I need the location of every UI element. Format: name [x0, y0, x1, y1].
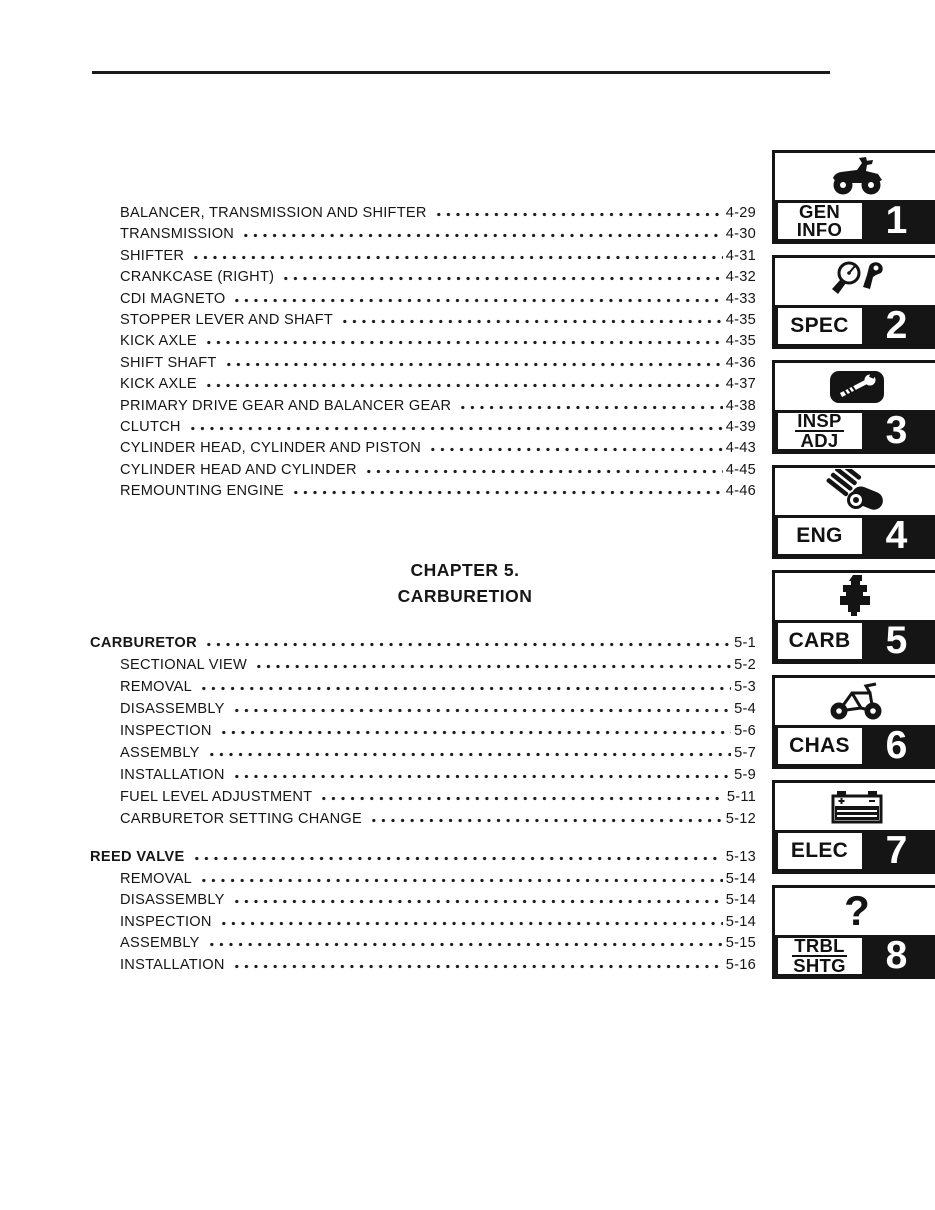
dot-leader — [369, 818, 723, 823]
toc-entry-page: 4-31 — [725, 247, 756, 264]
dot-leader — [207, 752, 732, 757]
toc-chapter4 — [90, 205, 756, 504]
toc-entry-title: KICK AXLE — [120, 333, 197, 350]
dot-leader — [319, 796, 724, 801]
dot-leader — [204, 642, 731, 647]
toc-entry-title: SHIFTER — [120, 247, 185, 264]
toc-entry-page: 5-14 — [725, 870, 756, 887]
toc-entry-page: 5-9 — [734, 767, 756, 783]
tab-strip — [775, 620, 935, 661]
tab-label: CHAS — [778, 728, 862, 764]
toc-entry-title: CARBURETOR SETTING CHANGE — [120, 811, 362, 827]
toc-entry-title: REMOVAL — [120, 870, 193, 887]
toc-entry[interactable] — [90, 376, 756, 397]
chapter-heading — [85, 557, 845, 609]
dot-leader — [232, 899, 723, 904]
toc-entry[interactable] — [90, 789, 756, 811]
toc-entry-page: 4-36 — [725, 354, 756, 371]
toc-entry-title: CYLINDER HEAD AND CYLINDER — [120, 461, 357, 478]
toc-entry[interactable] — [90, 723, 756, 745]
measuring-tools-icon — [775, 258, 935, 305]
toc-entry-title: CRANKCASE (RIGHT) — [120, 269, 275, 286]
toc-entry-page: 5-6 — [734, 723, 756, 739]
toc-entry[interactable] — [90, 679, 756, 701]
toc-entry-title: DISASSEMBLY — [120, 892, 225, 909]
tab-strip — [775, 200, 935, 241]
tab-strip — [775, 725, 935, 766]
tab-label: ELEC — [778, 833, 862, 869]
tab-strip — [775, 515, 935, 556]
toc-entry[interactable] — [90, 635, 756, 657]
toc-entry-title: PRIMARY DRIVE GEAR AND BALANCER GEAR — [120, 397, 452, 414]
toc-entry[interactable] — [90, 333, 756, 354]
toc-entry[interactable] — [90, 419, 756, 440]
toc-entry-page: 4-45 — [725, 461, 756, 478]
toc-entry-page: 5-1 — [734, 635, 756, 651]
dot-leader — [434, 212, 723, 217]
toc-entry-title: CLUTCH — [120, 418, 181, 435]
dot-leader — [188, 426, 723, 431]
toc-reed-valve — [90, 849, 756, 979]
tab-label: INSP ADJ — [778, 413, 862, 449]
dot-leader — [340, 319, 723, 324]
toc-entry-page: 5-2 — [734, 657, 756, 673]
toc-entry-page: 5-14 — [725, 892, 756, 909]
toc-entry-page: 5-14 — [725, 913, 756, 930]
tab-strip — [775, 830, 935, 871]
tab-number: 4 — [885, 513, 908, 557]
toc-entry[interactable] — [90, 269, 756, 290]
dot-leader — [281, 276, 723, 281]
toc-entry-page: 4-33 — [725, 290, 756, 307]
tab-gen-info[interactable] — [772, 150, 935, 244]
toc-entry-title: STOPPER LEVER AND SHAFT — [120, 311, 334, 328]
tab-insp-adj[interactable] — [772, 360, 935, 454]
toc-entry-title: TRANSMISSION — [120, 226, 235, 243]
tab-number: 8 — [885, 933, 908, 977]
toc-entry-page: 4-46 — [725, 483, 756, 500]
toc-entry-page: 5-7 — [734, 745, 756, 761]
tab-strip — [775, 410, 935, 451]
toc-entry-page: 4-32 — [725, 269, 756, 286]
carburetor-icon — [775, 573, 935, 620]
tab-label: TRBL SHTG — [778, 938, 862, 974]
chapter-tabs-sidebar — [772, 150, 935, 990]
toc-entry-page: 4-35 — [725, 333, 756, 350]
tab-label: CARB — [778, 623, 862, 659]
dot-leader — [199, 686, 731, 691]
toc-entry[interactable] — [90, 398, 756, 419]
toc-entry[interactable] — [90, 462, 756, 483]
atv-icon — [775, 153, 935, 200]
toc-entry[interactable] — [90, 849, 756, 871]
tab-strip — [775, 305, 935, 346]
toc-entry-title: SHIFT SHAFT — [120, 354, 217, 371]
dot-leader — [204, 383, 723, 388]
toc-entry-title: BALANCER, TRANSMISSION AND SHIFTER — [120, 205, 427, 221]
dot-leader — [224, 362, 723, 367]
toc-entry-page: 4-35 — [725, 311, 756, 328]
tab-number: 7 — [885, 828, 908, 872]
tab-label: SPEC — [778, 308, 862, 344]
dot-leader — [254, 664, 731, 669]
tab-strip — [775, 935, 935, 976]
toc-entry-page: 4-38 — [725, 397, 756, 414]
dot-leader — [232, 298, 722, 303]
dot-leader — [428, 447, 723, 452]
toc-entry[interactable] — [90, 657, 756, 679]
dot-leader — [291, 490, 723, 495]
dot-leader — [219, 921, 723, 926]
toc-entry-page: 4-43 — [725, 440, 756, 457]
toc-entry[interactable] — [90, 957, 756, 979]
dot-leader — [207, 942, 723, 947]
toc-entry[interactable] — [90, 291, 756, 312]
toc-entry-title: ASSEMBLY — [120, 745, 200, 761]
toc-entry-title: CARBURETOR — [90, 635, 198, 651]
toc-entry-title: REMOUNTING ENGINE — [120, 483, 284, 500]
toc-entry-title: INSTALLATION — [120, 956, 225, 973]
dot-leader — [219, 730, 731, 735]
toc-entry-page: 5-11 — [726, 789, 756, 805]
tab-eng[interactable] — [772, 465, 935, 559]
toc-entry[interactable] — [90, 811, 756, 833]
tab-chas[interactable] — [772, 675, 935, 769]
toc-entry-title: CYLINDER HEAD, CYLINDER AND PISTON — [120, 440, 421, 457]
engine-icon — [775, 468, 935, 515]
toc-entry-title: KICK AXLE — [120, 376, 197, 393]
dot-leader — [232, 774, 732, 779]
tab-label: GEN INFO — [778, 203, 862, 239]
toc-entry[interactable] — [90, 935, 756, 957]
toc-entry[interactable] — [90, 892, 756, 914]
dot-leader — [458, 405, 723, 410]
toc-entry-title: INSTALLATION — [120, 767, 225, 783]
toc-entry-title: FUEL LEVEL ADJUSTMENT — [120, 789, 313, 805]
toc-entry-page: 4-30 — [725, 226, 756, 243]
toc-entry-page: 4-37 — [725, 376, 756, 393]
toc-entry[interactable] — [90, 914, 756, 936]
toc-entry-title: INSPECTION — [120, 913, 212, 930]
tab-number: 1 — [885, 198, 908, 242]
wrench-tools-icon — [775, 363, 935, 410]
tab-number: 5 — [885, 618, 908, 662]
toc-entry-page: 5-16 — [725, 956, 756, 973]
dot-leader — [364, 469, 723, 474]
dot-leader — [192, 856, 723, 861]
toc-entry-page: 5-3 — [734, 679, 756, 695]
chapter-heading-line1: CHAPTER 5. — [410, 560, 520, 580]
chapter-heading-line2: CARBURETION — [397, 586, 533, 606]
toc-entry[interactable] — [90, 440, 756, 461]
toc-entry-page: 5-12 — [725, 811, 756, 827]
tab-trbl-shtg[interactable] — [772, 885, 935, 979]
toc-entry[interactable] — [90, 205, 756, 226]
toc-entry-title: REMOVAL — [120, 679, 193, 695]
toc-entry-title: REED VALVE — [90, 849, 185, 865]
dot-leader — [191, 255, 723, 260]
tab-elec[interactable] — [772, 780, 935, 874]
toc-entry-page: 5-15 — [725, 935, 756, 952]
chassis-icon — [775, 678, 935, 725]
tab-label: ENG — [778, 518, 862, 554]
dot-leader — [199, 878, 723, 883]
toc-entry-page: 4-29 — [725, 205, 756, 221]
tab-carb[interactable] — [772, 570, 935, 664]
toc-entry[interactable] — [90, 248, 756, 269]
toc-entry-title: DISASSEMBLY — [120, 701, 225, 717]
toc-carburetor — [90, 635, 756, 833]
battery-icon — [775, 783, 935, 830]
tab-number: 3 — [885, 408, 908, 452]
tab-spec[interactable] — [772, 255, 935, 349]
toc-entry-title: ASSEMBLY — [120, 935, 200, 952]
dot-leader — [232, 708, 731, 713]
toc-entry[interactable] — [90, 355, 756, 376]
tab-number: 2 — [885, 303, 908, 347]
top-rule — [92, 71, 830, 74]
toc-entry-page: 5-13 — [725, 849, 756, 865]
toc-entry-page: 5-4 — [734, 701, 756, 717]
toc-entry[interactable] — [90, 312, 756, 333]
toc-entry-page: 4-39 — [725, 418, 756, 435]
toc-entry[interactable] — [90, 871, 756, 893]
toc-entry[interactable] — [90, 745, 756, 767]
toc-entry[interactable] — [90, 701, 756, 723]
toc-entry[interactable] — [90, 483, 756, 504]
dot-leader — [204, 340, 723, 345]
toc-entry-title: CDI MAGNETO — [120, 290, 226, 307]
toc-entry[interactable] — [90, 226, 756, 247]
toc-entry[interactable] — [90, 767, 756, 789]
toc-entry-title: SECTIONAL VIEW — [120, 657, 248, 673]
dot-leader — [241, 233, 723, 238]
toc-entry-title: INSPECTION — [120, 723, 212, 739]
dot-leader — [232, 964, 723, 969]
tab-number: 6 — [885, 723, 908, 767]
question-mark-icon: ? — [844, 888, 870, 934]
